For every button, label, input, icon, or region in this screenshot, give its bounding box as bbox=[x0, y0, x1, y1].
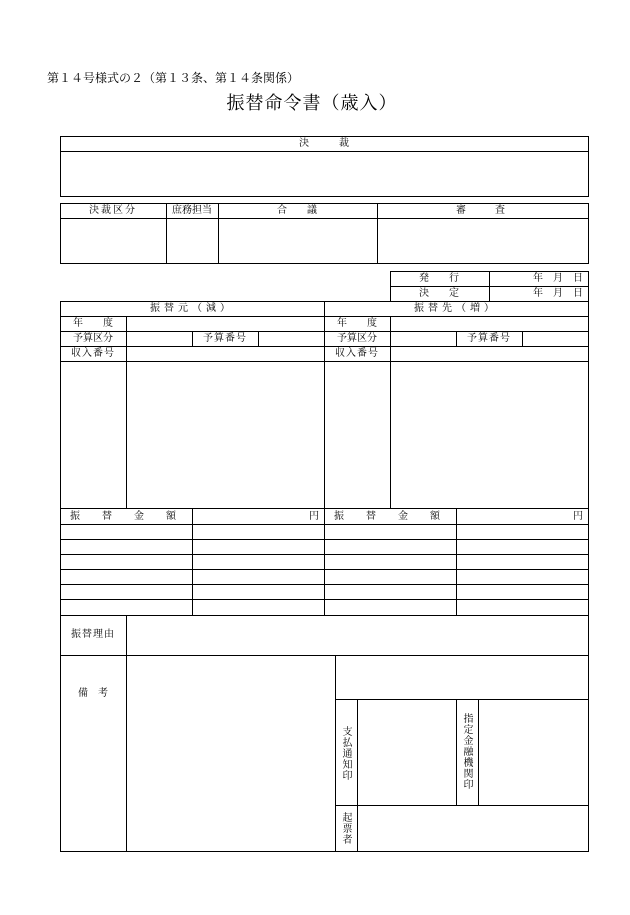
document-title: 振替命令書（歳入） bbox=[226, 93, 398, 114]
source-revenue-number-label: 収入番号 bbox=[71, 348, 115, 359]
row-line-3 bbox=[60, 346, 589, 347]
right-amount-col bbox=[456, 508, 457, 615]
designated-bank-seal-label: 指定金融機関印 bbox=[461, 713, 472, 790]
source-budget-class-label: 予算区分 bbox=[73, 333, 113, 344]
left-amount-col bbox=[192, 508, 193, 615]
right-budget-col-a bbox=[456, 331, 457, 346]
payment-notice-seal-field[interactable] bbox=[358, 700, 455, 804]
drafter-field[interactable] bbox=[358, 806, 588, 851]
dest-amount-field[interactable] bbox=[457, 509, 569, 523]
examination-label: 審 査 bbox=[456, 205, 508, 216]
amount-row-2 bbox=[60, 539, 589, 540]
dest-detail-area[interactable] bbox=[391, 362, 588, 507]
consultation-label: 合 議 bbox=[277, 205, 317, 216]
decision-date-label: 決 定 bbox=[419, 288, 459, 299]
decision-date-field[interactable]: 年 月 日 bbox=[533, 288, 583, 299]
general-affairs-label: 庶務担当 bbox=[172, 205, 212, 216]
issue-date-field[interactable]: 年 月 日 bbox=[533, 273, 583, 284]
decision-class-label: 決裁区分 bbox=[89, 205, 137, 216]
right-budget-col-b bbox=[522, 331, 523, 346]
amount-row-4 bbox=[60, 569, 589, 570]
amount-row-3 bbox=[60, 554, 589, 555]
dest-amount-label: 振 替 金 額 bbox=[334, 511, 446, 522]
dest-fiscal-year-label: 年 度 bbox=[337, 318, 377, 329]
decision-label: 決 裁 bbox=[299, 138, 349, 149]
source-amount-label: 振 替 金 額 bbox=[70, 511, 182, 522]
amount-row-5 bbox=[60, 584, 589, 585]
approval-row-box bbox=[60, 203, 589, 264]
source-header: 振替元（減） bbox=[150, 303, 234, 314]
center-divider bbox=[324, 301, 325, 615]
left-budget-col-b bbox=[258, 331, 259, 346]
source-detail-area[interactable] bbox=[127, 362, 323, 507]
drafter-label: 起票者 bbox=[340, 812, 351, 845]
dest-fiscal-year-field[interactable] bbox=[391, 317, 588, 330]
amount-row-6 bbox=[60, 599, 589, 600]
approval-col-2 bbox=[218, 203, 219, 264]
approval-row-divider bbox=[60, 218, 589, 219]
approval-col-3 bbox=[377, 203, 378, 264]
dest-revenue-number-label: 収入番号 bbox=[335, 348, 379, 359]
row-line-2 bbox=[60, 331, 589, 332]
reason-field[interactable] bbox=[127, 616, 588, 654]
dest-budget-number-label: 予算番号 bbox=[467, 333, 511, 344]
remarks-label: 備 考 bbox=[78, 688, 108, 699]
source-fiscal-year-label: 年 度 bbox=[73, 318, 113, 329]
date-box-col bbox=[489, 271, 490, 302]
dest-yen-unit: 円 bbox=[573, 511, 583, 522]
source-amount-field[interactable] bbox=[193, 509, 305, 523]
issue-label: 発 行 bbox=[419, 273, 459, 284]
left-budget-col-a bbox=[192, 331, 193, 346]
dest-budget-class-label: 予算区分 bbox=[337, 333, 377, 344]
source-budget-number-label: 予算番号 bbox=[203, 333, 247, 344]
destination-header: 振替先（増） bbox=[414, 303, 498, 314]
decision-stamp-area[interactable] bbox=[61, 152, 588, 196]
payment-notice-seal-label: 支払通知印 bbox=[340, 726, 351, 781]
source-yen-unit: 円 bbox=[309, 511, 319, 522]
remarks-field[interactable] bbox=[127, 656, 334, 851]
reason-label: 振替理由 bbox=[71, 629, 115, 640]
seal-area-left bbox=[335, 655, 336, 852]
seal-label-col-mid-a bbox=[456, 699, 457, 805]
form-number: 第１４号様式の２（第１３条、第１４条関係） bbox=[47, 71, 300, 85]
approval-col-1 bbox=[166, 203, 167, 264]
designated-bank-seal-field[interactable] bbox=[479, 700, 588, 804]
source-fiscal-year-field[interactable] bbox=[127, 317, 323, 330]
amount-row-1 bbox=[60, 524, 589, 525]
